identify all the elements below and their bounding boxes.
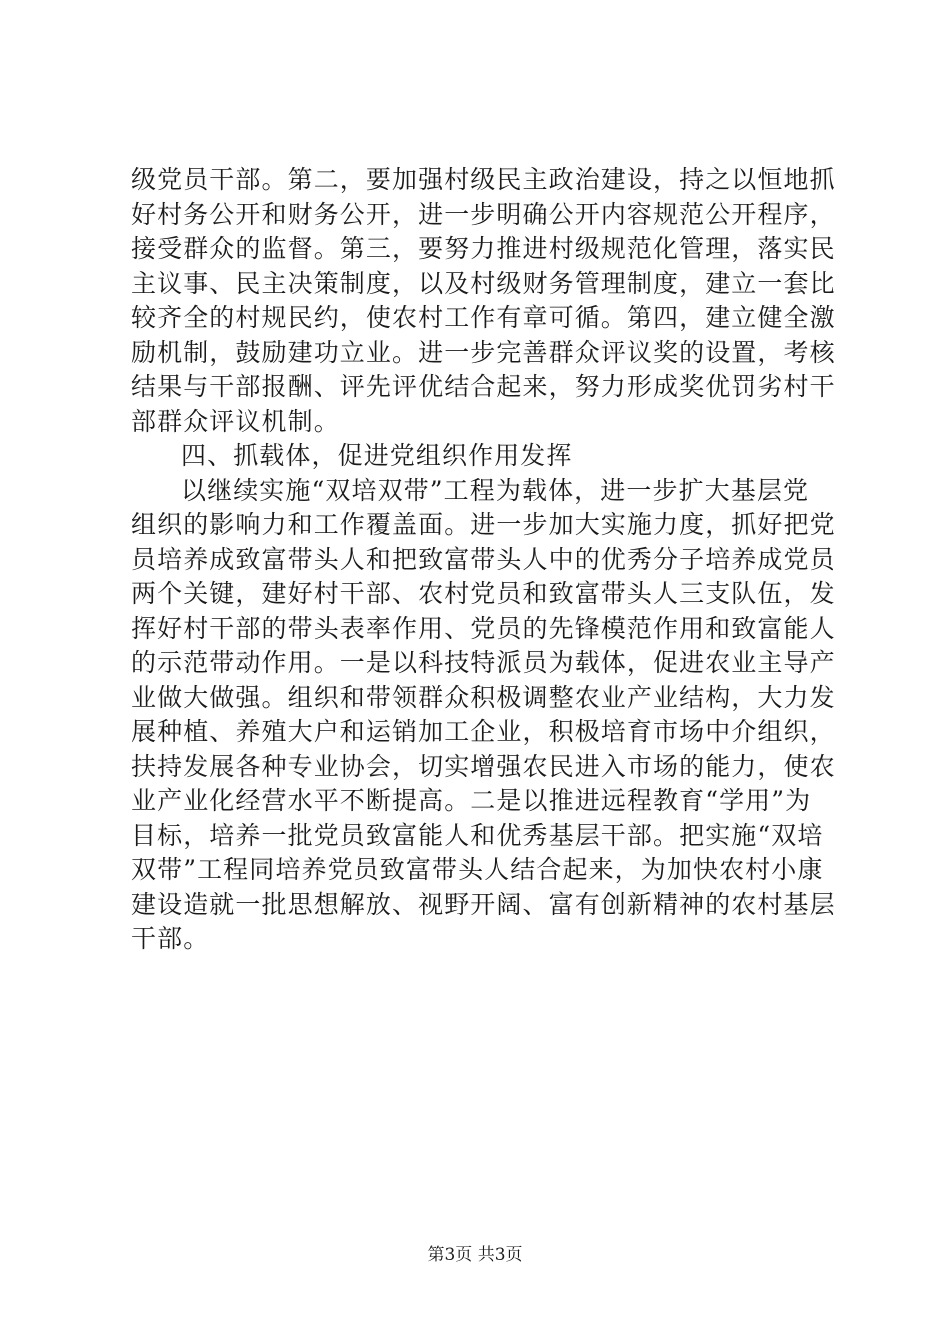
text-line: 主议事、民主决策制度，以及村级财务管理制度，建立一套比 bbox=[131, 268, 836, 298]
text-line: 励机制，鼓励建功立业。进一步完善群众评议奖的设置，考核 bbox=[131, 337, 836, 367]
text-line: 结果与干部报酬、评先评优结合起来，努力形成奖优罚劣村干 bbox=[131, 372, 836, 401]
text-line: 建设造就一批思想解放、视野开阔、富有创新精神的农村基层 bbox=[131, 889, 836, 919]
text-line: 两个关键，建好村干部、农村党员和致富带头人三支队伍，发 bbox=[131, 579, 836, 608]
text-line: 业做大做强。组织和带领群众积极调整农业产业结构，大力发 bbox=[131, 682, 836, 712]
text-line: 员培养成致富带头人和把致富带头人中的优秀分子培养成党员 bbox=[131, 544, 836, 574]
text-line: 以继续实施“双培双带”工程为载体，进一步扩大基层党 bbox=[181, 475, 810, 505]
section-heading: 四、抓载体，促进党组织作用发挥 bbox=[181, 441, 573, 470]
page-footer: 第3页 共3页 bbox=[427, 1245, 523, 1265]
text-line: 的示范带动作用。一是以科技特派员为载体，促进农业主导产 bbox=[131, 648, 836, 677]
text-line: 展种植、养殖大户和运销加工企业，积极培育市场中介组织， bbox=[131, 717, 836, 746]
text-line: 挥好村干部的带头表率作用、党员的先锋模范作用和致富能人 bbox=[131, 613, 836, 643]
text-line: 接受群众的监督。第三，要努力推进村级规范化管理，落实民 bbox=[131, 234, 836, 263]
document-body bbox=[131, 163, 836, 957]
text-line: 部群众评议机制。 bbox=[131, 406, 340, 436]
text-line: 干部。 bbox=[131, 924, 210, 953]
text-line: 好村务公开和财务公开，进一步明确公开内容规范公开程序， bbox=[131, 199, 836, 229]
text-line: 组织的影响力和工作覆盖面。进一步加大实施力度，抓好把党 bbox=[131, 510, 836, 539]
text-line: 级党员干部。第二，要加强村级民主政治建设，持之以恒地抓 bbox=[131, 165, 836, 194]
text-line: 业产业化经营水平不断提高。二是以推进远程教育“学用”为 bbox=[131, 786, 812, 815]
text-line: 较齐全的村规民约，使农村工作有章可循。第四，建立健全激 bbox=[131, 303, 836, 332]
text-line: 扶持发展各种专业协会，切实增强农民进入市场的能力，使农 bbox=[131, 751, 836, 781]
text-line: 双带”工程同培养党员致富带头人结合起来，为加快农村小康 bbox=[131, 855, 824, 884]
text-line: 目标，培养一批党员致富能人和优秀基层干部。把实施“双培 bbox=[131, 820, 824, 850]
